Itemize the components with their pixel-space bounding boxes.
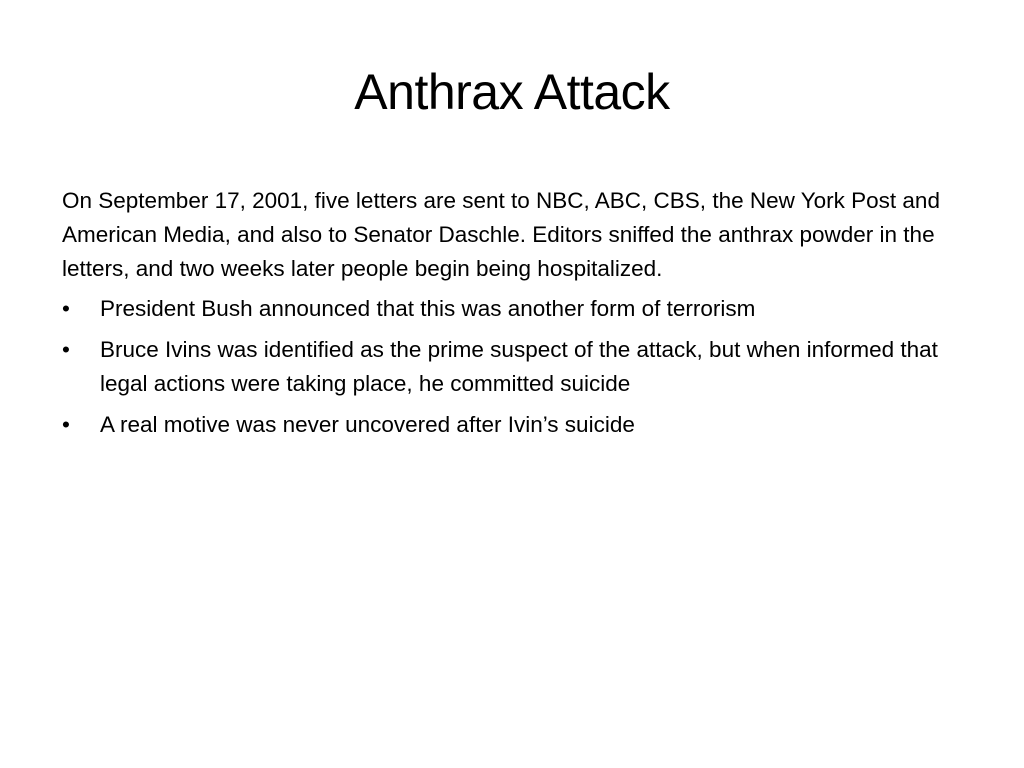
bullet-list bbox=[62, 292, 962, 442]
bullet-text: A real motive was never uncovered after Ivin’s suicide bbox=[100, 412, 635, 437]
bullet-item bbox=[62, 333, 962, 401]
bullet-icon: • bbox=[62, 296, 70, 321]
slide-body bbox=[62, 184, 962, 449]
bullet-item bbox=[62, 408, 962, 442]
bullet-item bbox=[62, 292, 962, 326]
bullet-text: Bruce Ivins was identified as the prime suspect of the attack, but when informed that legal actions were taking place, he committed suicide bbox=[100, 337, 938, 396]
bullet-icon: • bbox=[62, 337, 70, 362]
slide-title: Anthrax Attack bbox=[354, 64, 670, 120]
bullet-icon: • bbox=[62, 412, 70, 437]
intro-paragraph: On September 17, 2001, five letters are sent to NBC, ABC, CBS, the New York Post and American Media, and also to Senator Daschle. Editors sniffed the anthrax powder in the letters, and two weeks later people begin being hospitalized. bbox=[62, 188, 940, 281]
bullet-text: President Bush announced that this was another form of terrorism bbox=[100, 296, 756, 321]
